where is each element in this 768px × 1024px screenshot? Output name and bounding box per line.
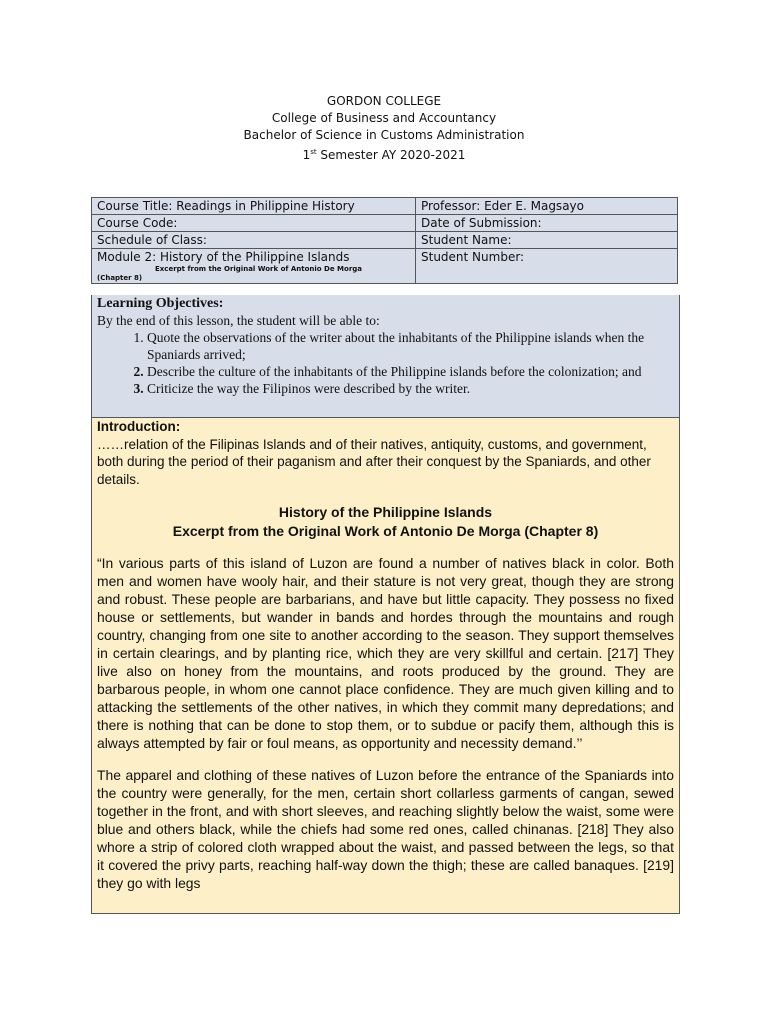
- table-row: [92, 249, 678, 284]
- reading-paragraph-2: The apparel and clothing of these natives of Luzon before the entrance of the Spaniards into the country were generally, for the men, certain short collarless garments of cangan, sewed together in the front, and with short sleeves, and reaching slightly below the waist, some were blue and others black, while the chiefs had some red ones, called chinanas. [218] They also whore a strip of colored cloth wrapped about the waist, and passed between the legs, so that it covered the privy parts, reaching half-way down the thigh; these are called banaques. [219] they go with legs: [97, 767, 674, 891]
- schedule-of-class: Schedule of Class:: [92, 232, 416, 249]
- table-row: [92, 232, 678, 249]
- school-name: GORDON COLLEGE: [326, 94, 442, 108]
- semester-ordinal: st: [310, 148, 317, 156]
- learning-objectives-section: [91, 295, 680, 418]
- student-number: Student Number:: [416, 249, 678, 284]
- college-name: College of Business and Accountancy: [271, 111, 497, 125]
- semester-number: 1: [302, 148, 311, 162]
- list-item: 3. Criticize the way the Filipinos were described by the writer.: [147, 380, 674, 397]
- reading-paragraph-1: “In various parts of this island of Luzon are found a number of natives black in color. Both men and women have wooly hair, and their stature is not very great, though they are strong and robust. These people are barbarians, and have but little capacity. They possess no fixed house or settlements, but wander in bands and hordes through the mountains and rough country, changing from one site to another according to the season. They support themselves in certain clearings, and by planting rice, which they are very skillful and certain. [217] They live also on honey from the mountains, and roots produced by the ground. They are barbarous people, in whom one cannot place confidence. They are much given killing and to attacking the settlements of the other natives, in which they commit many depredations; and there is nothing that can be done to stop them, or to subdue or pacify them, although this is always attempted by fair or foul means, as opportunity and necessity demand.’’: [97, 555, 674, 751]
- objectives-heading: Learning Objectives:: [97, 296, 224, 311]
- semester-rest: Semester AY 2020-2021: [316, 148, 466, 162]
- reading-subtitle: Excerpt from the Original Work of Antonio De Morga (Chapter 8): [172, 523, 599, 539]
- list-item: 2. Describe the culture of the inhabitants of the Philippine islands before the colonization; and: [147, 363, 674, 380]
- reading-title: History of the Philippine Islands: [278, 504, 493, 520]
- module-cell: [92, 249, 416, 284]
- introduction-section: [91, 417, 680, 503]
- table-row: [92, 198, 678, 215]
- module-title: Module 2: History of the Philippine Islands: [97, 250, 350, 264]
- module-subtitle: Excerpt from the Original Work of Antonio De Morga: [155, 265, 363, 273]
- semester: [0, 144, 768, 164]
- objectives-list: [97, 329, 674, 397]
- table-row: [92, 215, 678, 232]
- introduction-text: ……relation of the Filipinas Islands and of their natives, antiquity, customs, and government, both during the period of their paganism and after their conquest by the Spaniards, and other details.: [97, 436, 651, 487]
- list-item: 1. Quote the observations of the writer about the inhabitants of the Philippine islands when the Spaniards arrived;: [147, 329, 674, 363]
- professor: Professor: Eder E. Magsayo: [416, 198, 678, 215]
- course-code: Course Code:: [92, 215, 416, 232]
- introduction-heading: Introduction:: [97, 419, 181, 434]
- document-header: [0, 93, 768, 164]
- objectives-intro: By the end of this lesson, the student will be able to:: [97, 313, 380, 328]
- module-chapter: (Chapter 8): [97, 274, 143, 282]
- course-title: Course Title: Readings in Philippine History: [92, 198, 416, 215]
- date-of-submission: Date of Submission:: [416, 215, 678, 232]
- program-name: Bachelor of Science in Customs Administration: [243, 128, 525, 142]
- student-name: Student Name:: [416, 232, 678, 249]
- course-info-table: [91, 197, 678, 284]
- reading-section: [91, 502, 680, 914]
